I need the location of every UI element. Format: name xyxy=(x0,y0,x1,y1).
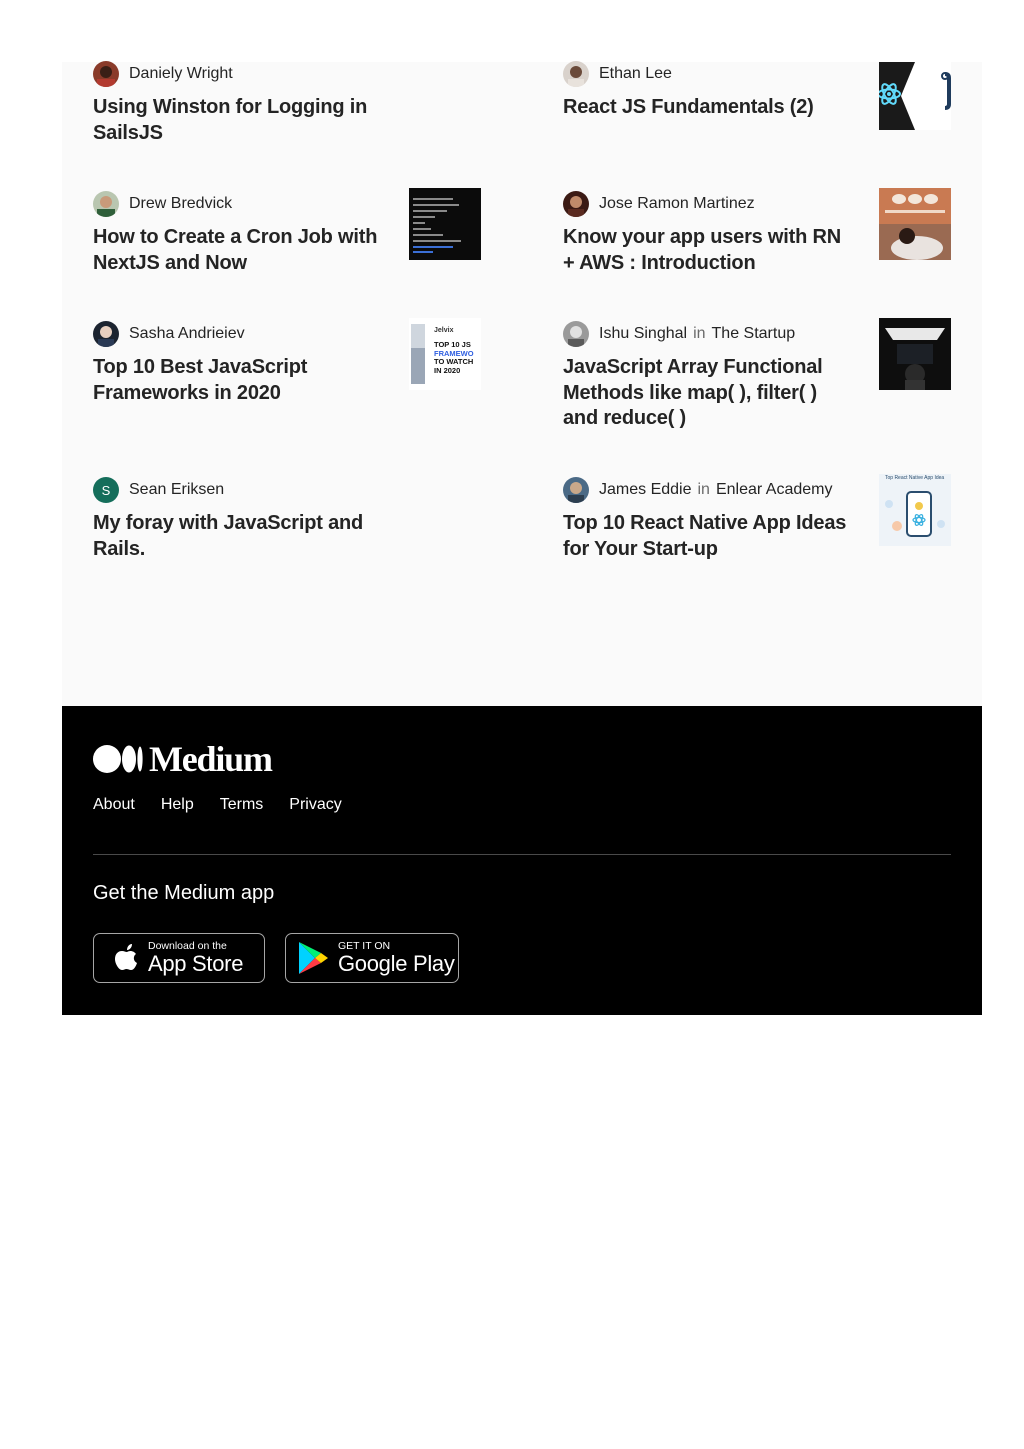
google-play-small-text: GET IT ON xyxy=(338,940,391,952)
app-heading: Get the Medium app xyxy=(93,882,275,904)
desk-photo-icon xyxy=(879,318,951,390)
google-play-big-text: Google Play xyxy=(338,951,455,976)
article-title[interactable]: How to Create a Cron Job with NextJS and Now xyxy=(93,226,378,274)
thumb-line: TO WATCH xyxy=(434,357,474,366)
thumb-line: FRAMEWO xyxy=(434,348,474,358)
article-title[interactable]: Using Winston for Logging in SailsJS xyxy=(93,96,368,144)
app-store-small-text: Download on the xyxy=(148,940,227,952)
react-logo-icon xyxy=(879,62,951,130)
article-title[interactable]: React JS Fundamentals (2) xyxy=(563,96,814,118)
article-card[interactable] xyxy=(93,477,483,562)
logo-wordmark: Medium xyxy=(149,739,272,779)
medium-logo[interactable] xyxy=(93,738,272,780)
app-ideas-illustration-icon xyxy=(879,474,951,546)
avatar[interactable] xyxy=(563,61,589,87)
google-play-badge[interactable] xyxy=(285,933,459,983)
footer-link-about[interactable]: About xyxy=(93,796,135,813)
avatar[interactable] xyxy=(93,321,119,347)
author-name[interactable]: Ethan Lee xyxy=(599,65,672,82)
article-thumbnail[interactable] xyxy=(879,188,951,260)
photo-collage-icon xyxy=(879,188,951,260)
author-name[interactable]: Daniely Wright xyxy=(129,65,233,82)
avatar[interactable] xyxy=(563,477,589,503)
article-title[interactable]: JavaScript Array Functional Methods like map( ), filter( ) and reduce( ) xyxy=(563,356,823,429)
article-thumbnail[interactable] xyxy=(879,474,951,546)
author-name[interactable]: Ishu Singhal xyxy=(599,325,688,342)
author-name[interactable]: Sean Eriksen xyxy=(129,481,225,498)
article-title[interactable]: Top 10 React Native App Ideas for Your Start-up xyxy=(563,512,847,560)
avatar[interactable] xyxy=(93,191,119,217)
article-thumbnail[interactable] xyxy=(879,318,951,390)
article-title[interactable]: My foray with JavaScript and Rails. xyxy=(93,512,364,560)
thumb-line: TOP 10 JS xyxy=(434,340,471,349)
page-frame xyxy=(62,62,982,1015)
footer-link-terms[interactable]: Terms xyxy=(219,796,264,813)
app-store-badge[interactable] xyxy=(93,933,265,983)
medium-logo-icon xyxy=(93,745,143,773)
avatar[interactable] xyxy=(93,61,119,87)
footer-divider xyxy=(93,854,951,855)
article-thumbnail[interactable] xyxy=(879,62,951,130)
terminal-screenshot-icon xyxy=(409,188,481,260)
footer-links xyxy=(93,796,368,814)
google-play-icon xyxy=(297,941,329,975)
avatar[interactable] xyxy=(563,321,589,347)
publication-name[interactable]: The Startup xyxy=(711,325,796,342)
apple-icon xyxy=(114,943,140,973)
thumb-brand: Jelvix xyxy=(434,327,454,334)
site-footer xyxy=(62,706,982,1015)
footer-link-privacy[interactable]: Privacy xyxy=(289,796,342,813)
author-name[interactable]: Drew Bredvick xyxy=(129,195,233,212)
author-row xyxy=(93,477,483,503)
author-name[interactable]: James Eddie xyxy=(599,481,692,498)
article-grid xyxy=(62,62,982,706)
author-name[interactable]: Jose Ramon Martinez xyxy=(599,195,755,212)
author-name[interactable]: Sasha Andrieiev xyxy=(129,325,245,342)
article-title[interactable]: Top 10 Best JavaScript Frameworks in 2020 xyxy=(93,356,308,404)
author-row xyxy=(93,61,483,87)
footer-link-help[interactable]: Help xyxy=(160,796,194,813)
article-card[interactable] xyxy=(93,61,483,146)
thumb-line: IN 2020 xyxy=(434,365,461,375)
avatar[interactable]: S xyxy=(93,477,119,503)
thumb-caption: Top React Native App Idea xyxy=(885,475,945,481)
app-store-big-text: App Store xyxy=(148,951,244,976)
in-word: in xyxy=(693,325,706,342)
publication-name[interactable]: Enlear Academy xyxy=(715,481,833,498)
avatar[interactable] xyxy=(563,191,589,217)
article-title[interactable]: Know your app users with RN + AWS : Introduction xyxy=(563,226,841,274)
article-thumbnail[interactable] xyxy=(409,188,481,260)
in-word: in xyxy=(697,481,710,498)
article-thumbnail[interactable] xyxy=(409,318,481,390)
